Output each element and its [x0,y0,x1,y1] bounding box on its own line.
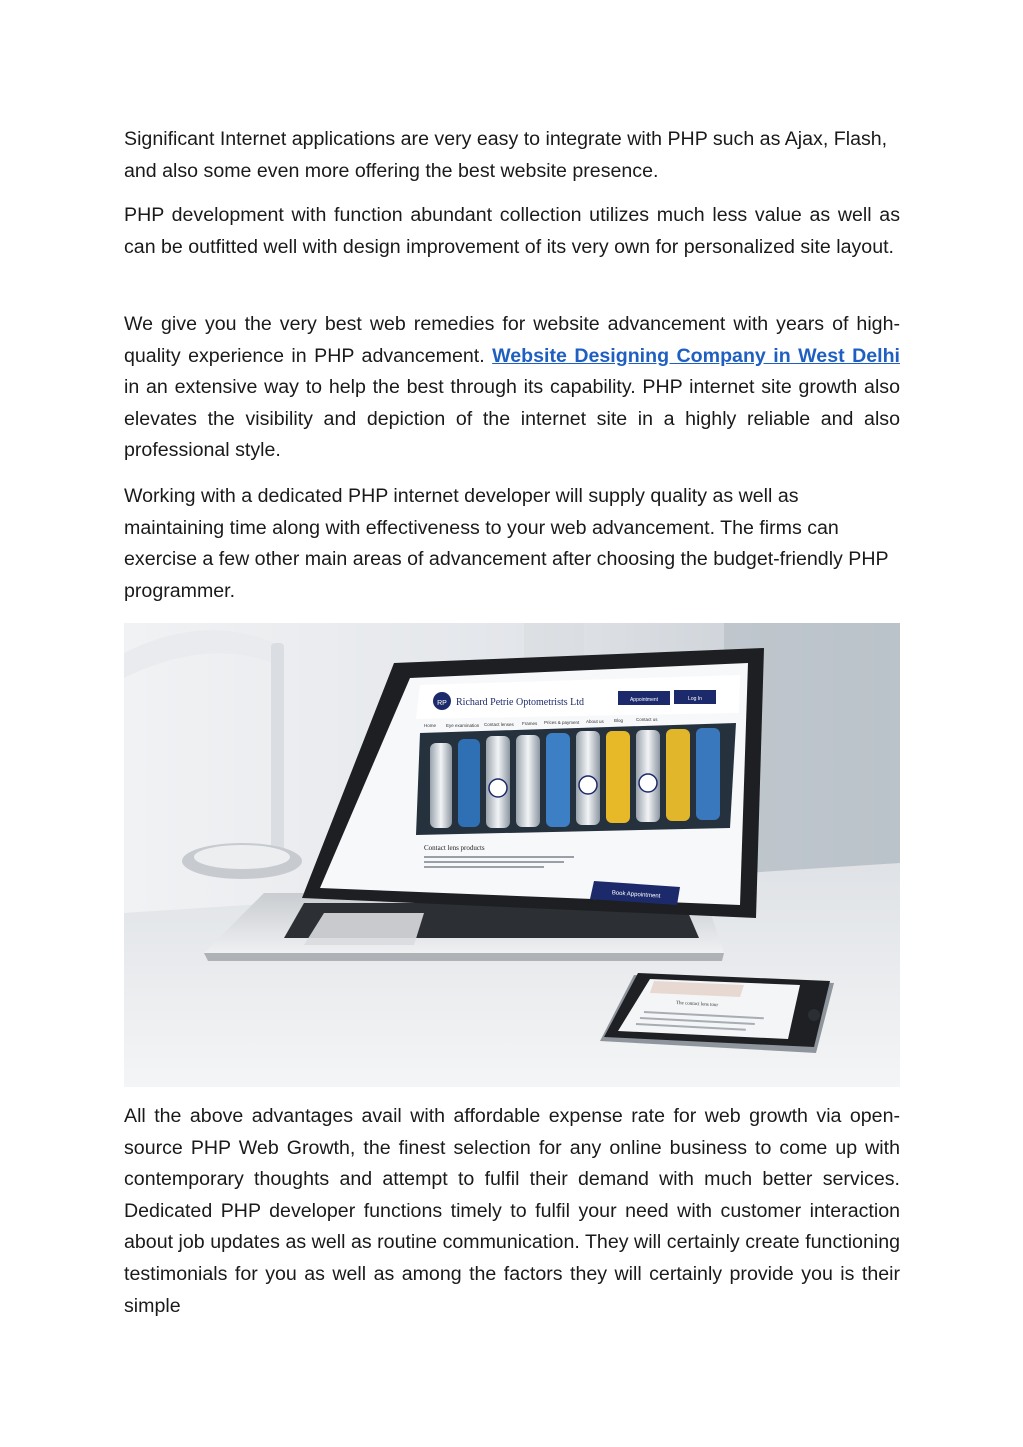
site-nav-prices: Prices & payment [544,720,580,725]
paragraph-php-development: PHP development with function abundant collection utilizes much less value as well as can be outfitted well with design improvement of its very own for personalized site layout. [124,204,900,258]
site-nav-contact: Contact us [636,717,658,722]
paragraph-intro: Significant Internet applications are very easy to integrate with PHP such as Ajax, Flash, and also some even more offering the best website presence. [124,128,888,182]
paragraph-web-remedies-lead: We give you the very best web remedies for website advancement with years of high-quality experience in PHP advancement. [124,313,900,367]
site-book-appointment-label: Book Appointment [611,890,661,900]
site-nav-blog: Blog [614,718,624,723]
paragraph-dedicated-developer: Working with a dedicated PHP internet developer will supply quality as well as maintaining time along with effectiveness to your web advancement. The firms can exercise a few other main areas of advancement after choosing the budget-friendly PHP programmer. [124,485,889,602]
site-nav-eye-exam: Eye examination [446,723,480,728]
paragraph-web-remedies-tail: in an extensive way to help the best through its capability. PHP internet site growth also elevates the visibility and depiction of the internet site in a highly reliable and also professional style. [124,376,900,462]
site-logo-initials: RP [437,700,447,707]
site-nav-home: Home [424,723,437,728]
smartphone [600,973,834,1053]
site-nav-frames: Frames [522,721,538,726]
paragraph-advantages: All the above advantages avail with affordable expense rate for web growth via open-source PHP Web Growth, the finest selection for any online business to come up with contemporary thoughts and attempt to fulfil their demand with much better services. Dedicated PHP developer functions timely to fulfil your need with customer interaction about job updates as well as routine communication. They will certainly create functioning testimonials for you as well as among the factors they will certainly provide you is their simple [124,1105,900,1317]
site-login-label: Log In [688,696,702,702]
paragraph-web-remedies [124,309,900,467]
website-designing-company-link[interactable]: Website Designing Company in West Delhi [492,344,900,367]
phone-heading: The contact lens tour [675,1001,719,1009]
site-nav-contact-lenses: Contact lenses [484,722,514,727]
laptop-phone-photo [124,623,900,1087]
site-content-heading: Contact lens products [424,844,485,852]
site-appointment-label: Appointment [629,697,659,703]
laptop-phone-illustration [124,623,900,1087]
site-nav-about: About us [586,719,604,724]
site-logo-text: Richard Petrie Optometrists Ltd [456,697,585,708]
